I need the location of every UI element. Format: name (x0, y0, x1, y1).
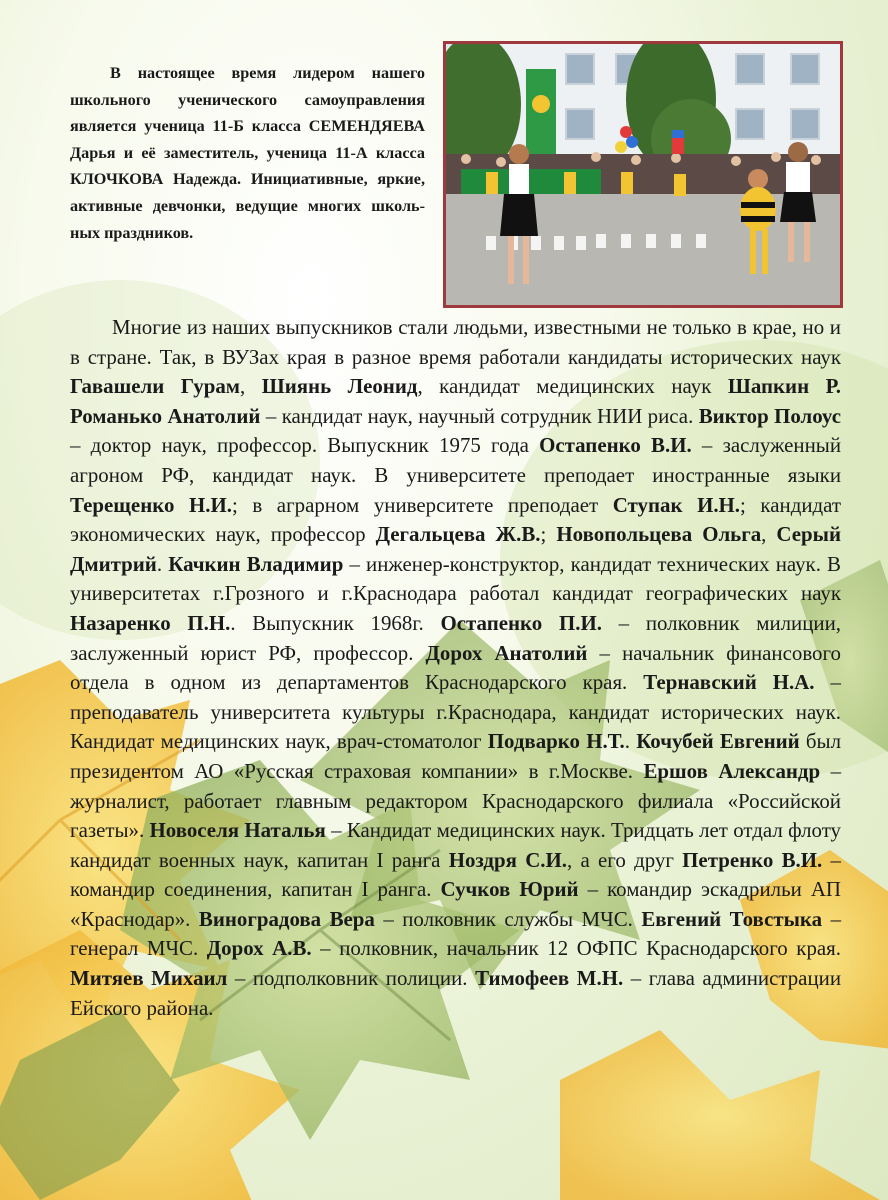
intro-caption: В настоящее время лидером нашего школьного ученического самоуправления является ученица 11-Б класса СЕМЕНДЯЕВА Дарья и её заместитель, ученица 11-А класса КЛОЧКОВА Надежда. Инициативные, яркие, активные девчонки, ведущие многих школьных праздников. (70, 64, 425, 242)
graduate-name: Ступак И.Н. (612, 492, 741, 517)
graduate-name: Остапенко В.И. (539, 433, 692, 458)
paragraph-text: – преподаватель университета культуры г.Краснодара, кандидат исторических наук. Кандидат медицинских наук, врач-стоматолог (70, 670, 841, 754)
graduate-name: Ноздря С.И. (448, 847, 567, 872)
graduate-name: Дорох Анатолий (425, 640, 588, 665)
paragraph-text: – глава администрации Ейского района. (70, 966, 841, 1020)
graduate-name: Новопольцева Ольга (556, 522, 762, 547)
graduate-name: Виноградова Вера (198, 906, 375, 931)
graduate-name: Остапенко П.И. (440, 610, 602, 635)
paragraph-text: ; (540, 522, 557, 547)
paragraph-text: – подполковник полиции. (227, 966, 476, 991)
paragraph-text: – начальник финансового отдела в одном из департаментов Краснодарского края. (70, 640, 841, 695)
graduate-name: Дорох А.В. (206, 936, 312, 961)
paragraph-text: – полковник милиции, заслуженный юрист РФ, профессор. (70, 610, 841, 665)
paragraph-text: , (761, 522, 777, 547)
graduates-paragraph (70, 313, 841, 1023)
paragraph-text: – полковник службы МЧС. (374, 906, 642, 931)
graduate-name: Шапкин Р. (727, 374, 842, 399)
graduate-name: Терещенко Н.И. (70, 492, 232, 517)
graduate-name: Петренко В.И. (682, 847, 823, 872)
paragraph-text: – кандидат наук, научный сотрудник НИИ риса. (260, 403, 699, 428)
school-celebration-photo (443, 41, 843, 308)
paragraph-text: Многие из наших выпускников стали людьми, известными не только в крае, но и в стране. Так, в ВУЗах края в разное время работали кандидаты исторических наук (70, 315, 841, 369)
paragraph-text: – журналист, работает главным редактором Краснодарского филиала «Российской газеты». (70, 758, 842, 843)
paragraph-text: , а его друг (566, 847, 683, 872)
paragraph-text: – командир соединения, капитан I ранга. (70, 847, 841, 902)
graduate-name: Подварко Н.Т. (487, 729, 625, 754)
paragraph-text: , кандидат медицинских наук (417, 374, 728, 399)
paragraph-text: – генерал МЧС. (70, 906, 842, 961)
paragraph-text: был президентом АО «Русская страховая компании» в г.Москве. (70, 729, 841, 783)
paragraph-text: – доктор наук, профессор. Выпускник 1975 года (70, 433, 540, 458)
paragraph-text: . (156, 551, 169, 576)
paragraph-text: – командир эскадрильи АП «Краснодар». (70, 877, 841, 931)
graduate-name: Гавашели Гурам (70, 374, 241, 399)
graduate-name: Тернавский Н.А. (643, 670, 815, 695)
graduate-name: Митяев Михаил (70, 966, 228, 991)
graduate-name: Сучков Юрий (440, 877, 579, 902)
school-celebration-photo-icon (446, 44, 840, 305)
graduate-name: Назаренко П.Н. (70, 610, 231, 635)
graduate-name: Тимофеев М.Н. (475, 966, 624, 991)
paragraph-text: – полковник, начальник 12 ОФПС Краснодарского края. (311, 936, 841, 961)
paragraph-text: ; кандидат экономических наук, профессор (70, 492, 841, 547)
paragraph-text: . Выпускник 1968г. (230, 610, 441, 635)
graduate-name: Романько Анатолий (70, 403, 261, 428)
graduate-name: Новоселя Наталья (149, 818, 326, 843)
paragraph-text: – заслуженный агроном РФ, кандидат наук. В университете преподает иностранные языки (70, 433, 841, 487)
graduate-name: Шиянь Леонид (261, 374, 418, 399)
graduate-name: Качкин Владимир (168, 551, 344, 576)
paragraph-text: . (624, 729, 637, 754)
paragraph-text: ; в аграрном университете преподает (231, 492, 613, 517)
graduate-name: Серый Дмитрий (70, 522, 842, 576)
paragraph-text: – Кандидат медицинских наук. Тридцать лет отдал флоту кандидат военных наук, капитан I ранга (70, 818, 841, 872)
graduate-name: Кочубей Евгений (636, 729, 800, 754)
graduate-name: Ершов Александр (643, 758, 821, 783)
graduate-name: Дегальцева Ж.В. (375, 522, 541, 547)
paragraph-text: – инженер-конструктор, кандидат технических наук. В университетах г.Грозного и г.Краснодара работал кандидат географических наук (70, 551, 841, 606)
paragraph-text: , (240, 374, 262, 399)
graduate-name: Евгений Товстыка (641, 906, 823, 931)
graduate-name: Виктор Полоус (698, 403, 841, 428)
